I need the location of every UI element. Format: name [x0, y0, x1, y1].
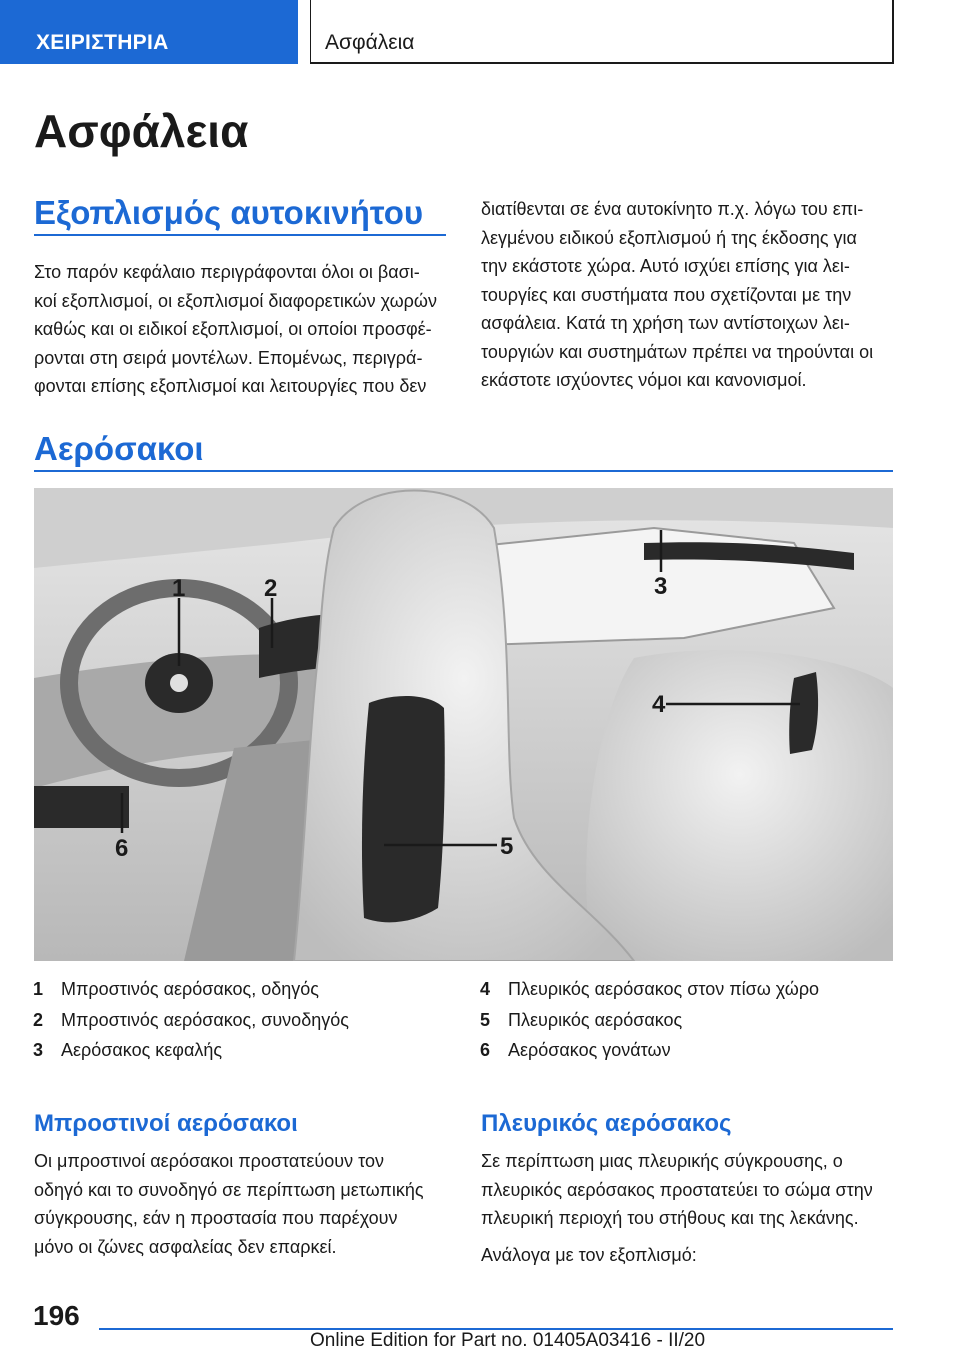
callout-2: 2 — [264, 575, 278, 602]
text-line: διατίθενται σε ένα αυτοκίνητο π.χ. λόγω του επι- — [481, 199, 864, 219]
text-line: φονται επίσης εξοπλισμοί και λειτουργίες που δεν — [34, 376, 427, 396]
text-line: εκάστοτε ισχύοντες νόμοι και κανονισμοί. — [481, 370, 807, 390]
text-line: καθώς και οι ειδικοί εξοπλισμοί, οι οποίοι προσφέ- — [34, 319, 432, 339]
airbag-illustration — [34, 488, 893, 961]
section-header: Ασφάλεια — [310, 0, 894, 64]
legend-item — [480, 1035, 819, 1066]
text-line: μόνο οι ζώνες ασφαλείας δεν επαρκεί. — [34, 1236, 337, 1257]
text-line: πλευρικός αερόσακος προστατεύει το σώμα στην — [481, 1179, 873, 1200]
page-number: 196 — [33, 1300, 80, 1331]
text-line: πλευρική περιοχή του στήθους και της λεκάνης. — [481, 1208, 859, 1228]
rear-side-airbag — [789, 672, 818, 754]
callout-6: 6 — [115, 835, 129, 862]
legend-text: Πλευρικός αερόσακος στον πίσω χώρο — [508, 979, 820, 999]
legend-number: 3 — [33, 1040, 44, 1060]
chapter-tab[interactable]: ΧΕΙΡΙΣΤΗΡΙΑ — [0, 0, 298, 64]
legend-right — [480, 974, 819, 1066]
rear-seat — [586, 650, 893, 961]
legend-item — [480, 1005, 819, 1036]
callout-4: 4 — [652, 691, 666, 718]
text-line: σύγκρουσης, εάν η προστασία που παρέχουν — [34, 1208, 398, 1228]
callout-5: 5 — [500, 833, 514, 860]
legend-text: Μπροστινός αερόσακος, συνοδηγός — [61, 1009, 349, 1030]
legend-text: Πλευρικός αερόσακος — [508, 1009, 683, 1030]
legend-text: Αερόσακος γονάτων — [508, 1040, 671, 1060]
equipment-text-left — [34, 258, 454, 401]
airbags-heading-rule — [34, 470, 893, 472]
legend-number: 5 — [480, 1009, 491, 1030]
legend-item — [33, 1035, 349, 1066]
legend-text: Αερόσακος κεφαλής — [61, 1040, 223, 1060]
text-line: τουργιών και συστημάτων πρέπει να τηρούνται οι — [481, 341, 874, 362]
legend-number: 2 — [33, 1009, 44, 1030]
airbags-heading: Αερόσακοι — [34, 430, 204, 467]
equipment-text-right — [481, 195, 901, 395]
car-interior-drawing — [34, 488, 893, 961]
legend-item — [33, 1005, 349, 1036]
front-airbags-text — [34, 1147, 459, 1261]
callout-3: 3 — [654, 573, 668, 600]
equipment-heading: Εξοπλισμός αυτοκινήτου — [34, 194, 424, 231]
callout-1: 1 — [172, 575, 186, 602]
text-line: οδηγό και το συνοδηγό σε περίπτωση μετωπικής — [34, 1179, 424, 1200]
legend-number: 1 — [33, 979, 44, 999]
legend-number: 6 — [480, 1040, 491, 1060]
page-title: Ασφάλεια — [34, 105, 249, 157]
text-line: Οι μπροστινοί αερόσακοι προστατεύουν τον — [34, 1151, 384, 1171]
text-line: ασφάλεια. Κατά τη χρήση των αντίστοιχων λει- — [481, 313, 850, 333]
text-line: Ανάλογα με τον εξοπλισμό: — [481, 1244, 697, 1265]
equipment-heading-rule — [34, 234, 446, 236]
legend-item — [33, 974, 349, 1005]
knee-airbag — [34, 786, 129, 828]
side-airbag-heading: Πλευρικός αερόσακος — [481, 1110, 732, 1137]
legend-left — [33, 974, 349, 1066]
text-line: κοί εξοπλισμοί, οι εξοπλισμοί διαφορετικών χωρών — [34, 290, 437, 311]
legend-text: Μπροστινός αερόσακος, οδηγός — [61, 979, 319, 999]
seat-side-airbag — [362, 696, 445, 922]
side-airbag-text — [481, 1147, 906, 1269]
legend-number: 4 — [480, 979, 491, 999]
legend-item — [480, 974, 819, 1005]
text-line: ρονται στη σειρά μοντέλων. Επομένως, περιγρά- — [34, 347, 423, 368]
text-line: τουργίες και συστήματα που σχετίζονται με την — [481, 284, 852, 305]
edition-note: Online Edition for Part no. 01405A03416 - II/20 — [310, 1330, 706, 1351]
brand-emblem-icon — [170, 674, 188, 692]
text-line: Στο παρόν κεφάλαιο περιγράφονται όλοι οι βασι- — [34, 262, 420, 282]
text-line: λεγμένου ειδικού εξοπλισμού ή της έκδοσης για — [481, 227, 857, 248]
text-line: την εκάστοτε χώρα. Αυτό ισχύει επίσης για λει- — [481, 256, 850, 276]
front-airbags-heading: Μπροστινοί αερόσακοι — [34, 1110, 298, 1137]
text-line: Σε περίπτωση μιας πλευρικής σύγκρουσης, ο — [481, 1151, 843, 1171]
